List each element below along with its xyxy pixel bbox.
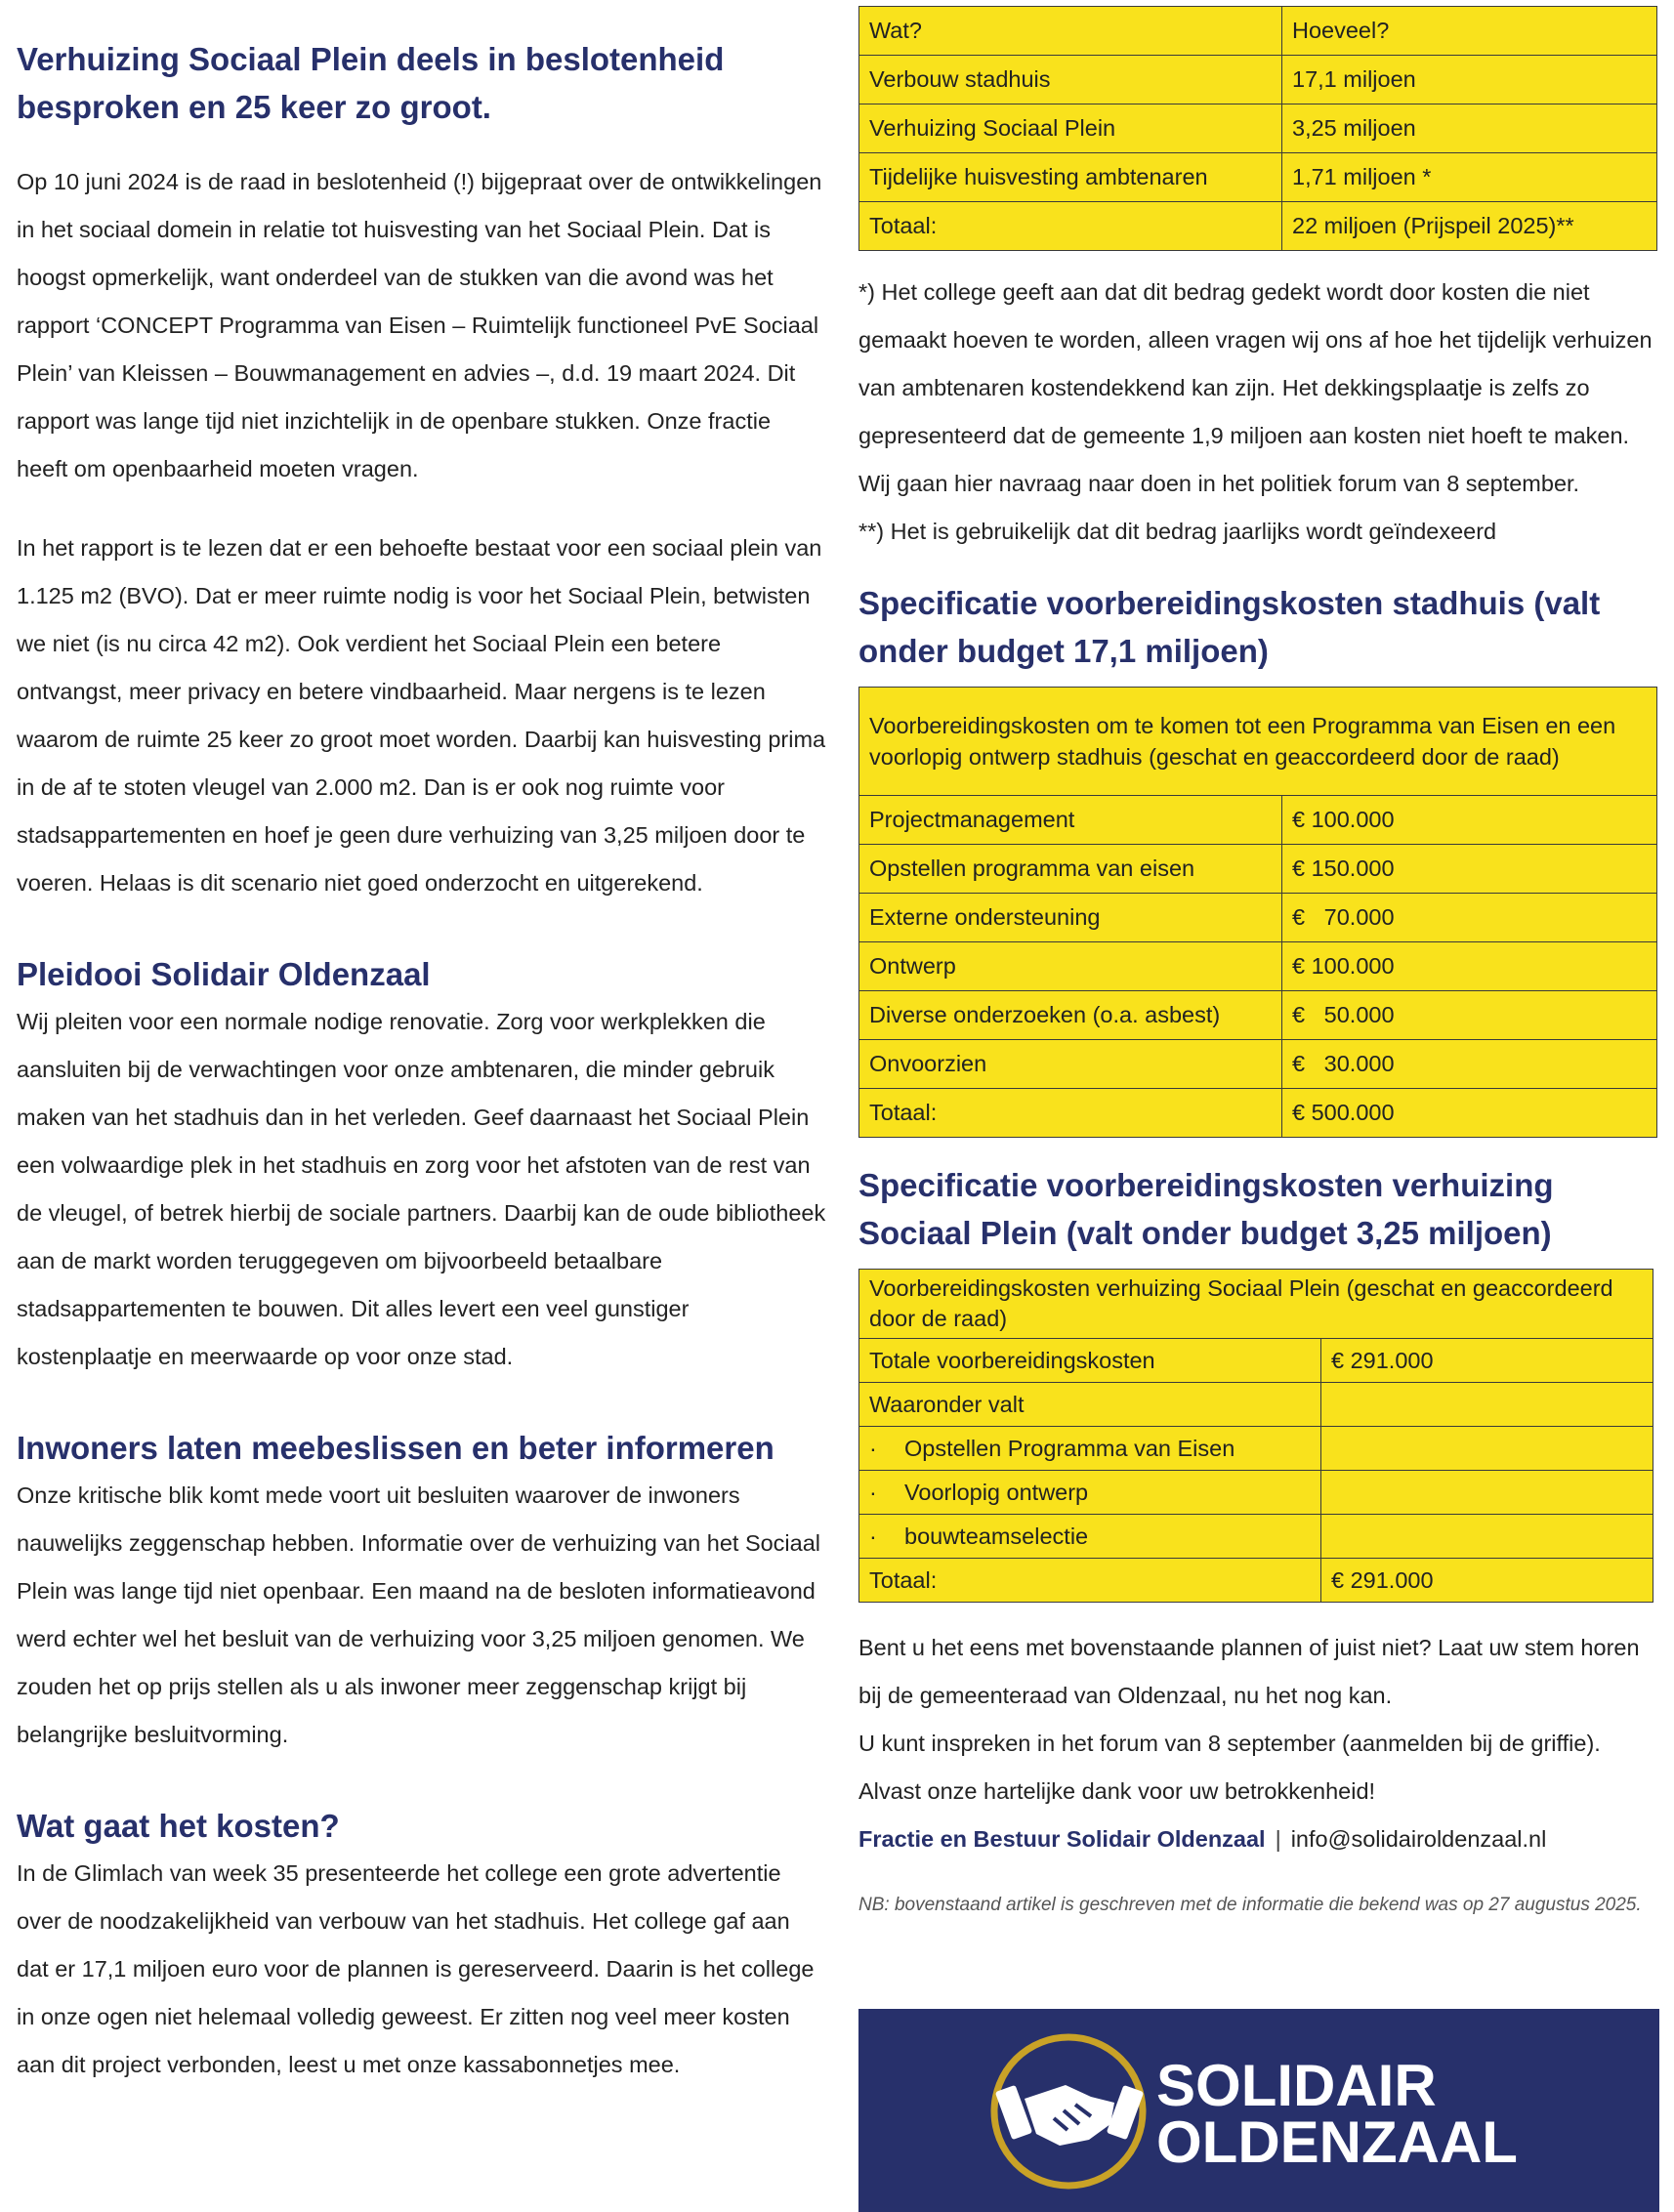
table-row — [859, 1339, 1653, 1383]
table-row — [859, 1559, 1653, 1603]
table-row — [859, 991, 1657, 1040]
table-cell: 1,71 miljoen * — [1282, 153, 1657, 202]
cost-overview-table — [858, 6, 1657, 251]
table-cell: Waaronder valt — [859, 1383, 1321, 1427]
logo-line-1: SOLIDAIR — [1156, 2053, 1437, 2118]
table-cell: Ontwerp — [859, 942, 1282, 991]
table-cell: € 50.000 — [1282, 991, 1657, 1040]
signature-line — [858, 1816, 1657, 1863]
table-cell: 17,1 miljoen — [1282, 56, 1657, 104]
list-item: · Opstellen Programma van Eisen — [859, 1427, 1321, 1471]
table-cell: € 100.000 — [1282, 796, 1657, 845]
table-cell: € 291.000 — [1321, 1559, 1653, 1603]
table-row — [859, 796, 1657, 845]
table-cell — [1321, 1471, 1653, 1515]
spec1-heading: Specificatie voorbereidingskosten stadhuis (valt onder budget 17,1 miljoen) — [858, 585, 1601, 669]
solidair-logo-banner — [858, 2009, 1659, 2212]
table-cell: € 70.000 — [1282, 894, 1657, 942]
logo-line-2: OLDENZAAL — [1156, 2109, 1518, 2175]
table-cell: € 150.000 — [1282, 845, 1657, 894]
pleidooi-paragraph: Wij pleiten voor een normale nodige renovatie. Zorg voor werkplekken die aansluiten bij de verwachtingen voor onze ambtenaren, die minder gebruik maken van het stadhuis dan in het verleden. Geef daarnaast het Sociaal Plein een volwaardige plek in het stadhuis en zorg voor het afstoten van de rest van de vleugel, of betrek hierbij de sociale partners. Daarbij kan de oude bibliotheek aan de markt worden teruggegeven om bijvoorbeeld betaalbare stadsappartementen te bouwen. Dit alles levert een veel gunstiger kostenplaatje en meerwaarde op voor onze stad. — [17, 1009, 826, 1369]
table-row — [859, 104, 1657, 153]
table-row — [859, 202, 1657, 251]
list-item: · Voorlopig ontwerp — [859, 1471, 1321, 1515]
table-header-cell: Voorbereidingskosten verhuizing Sociaal Plein (geschat en geaccordeerd door de raad) — [859, 1270, 1653, 1339]
closing-question: Bent u het eens met bovenstaande plannen of juist niet? Laat uw stem horen bij de gemeenteraad van Oldenzaal, nu het nog kan. — [858, 1635, 1640, 1708]
table-row — [859, 1270, 1653, 1339]
spec-stadhuis-table — [858, 687, 1657, 1138]
table-header-cell: Voorbereidingskosten om te komen tot een Programma van Eisen en een voorlopig ontwerp stadhuis (geschat en geaccordeerd door de raad) — [859, 688, 1657, 796]
pleidooi-heading: Pleidooi Solidair Oldenzaal — [17, 956, 431, 992]
inwoners-heading: Inwoners laten meebeslissen en beter informeren — [17, 1430, 774, 1466]
contact-email[interactable]: info@solidairoldenzaal.nl — [1290, 1826, 1547, 1852]
table-header-cell: Wat? — [859, 7, 1282, 56]
footnote-1: *) Het college geeft aan dat dit bedrag gedekt wordt door kosten die niet gemaakt hoeven te worden, alleen vragen wij ons af hoe het tijdelijk verhuizen van ambtenaren kostendekkend kan zijn. Het dekkingsplaatje is zelfs zo gepresenteerd dat de gemeente 1,9 miljoen aan kosten niet hoeft te maken. Wij gaan hier navraag naar doen in het politiek forum van 8 september. — [858, 279, 1653, 496]
logo-text — [1156, 2053, 1518, 2175]
table-cell: € 100.000 — [1282, 942, 1657, 991]
table-row — [859, 153, 1657, 202]
kosten-paragraph: In de Glimlach van week 35 presenteerde het college een grote advertentie over de noodzakelijkheid van verbouw van het stadhuis. Het college gaf aan dat er 17,1 miljoen euro voor de plannen is gereserveerd. Daarin is het college in onze ogen niet helemaal volledig geweest. Er zitten nog veel meer kosten aan dit project verbonden, leest u met onze kassabonnetjes mee. — [17, 1860, 815, 2077]
table-row — [859, 1515, 1653, 1559]
table-row — [859, 1471, 1653, 1515]
table-cell: € 30.000 — [1282, 1040, 1657, 1089]
table-cell: Totaal: — [859, 1559, 1321, 1603]
table-row — [859, 1427, 1653, 1471]
table-cell: Verbouw stadhuis — [859, 56, 1282, 104]
list-item: · bouwteamselectie — [859, 1515, 1321, 1559]
signature-name: Fractie en Bestuur Solidair Oldenzaal — [858, 1826, 1266, 1852]
kosten-heading: Wat gaat het kosten? — [17, 1808, 340, 1844]
table-cell: Totale voorbereidingskosten — [859, 1339, 1321, 1383]
nb-note: NB: bovenstaand artikel is geschreven met de informatie die bekend was op 27 augustus 2025. — [858, 1895, 1642, 1915]
table-cell: Totaal: — [859, 1089, 1282, 1138]
footnote-2: **) Het is gebruikelijk dat dit bedrag jaarlijks wordt geïndexeerd — [858, 519, 1497, 544]
table-cell: € 500.000 — [1282, 1089, 1657, 1138]
table-row — [859, 1040, 1657, 1089]
table-cell: 22 miljoen (Prijspeil 2025)** — [1282, 202, 1657, 251]
table-row — [859, 1089, 1657, 1138]
table-cell — [1321, 1427, 1653, 1471]
closing-forum: U kunt inspreken in het forum van 8 september (aanmelden bij de griffie). — [858, 1731, 1601, 1756]
table-cell: 3,25 miljoen — [1282, 104, 1657, 153]
separator: | — [1275, 1826, 1281, 1852]
table-cell: Tijdelijke huisvesting ambtenaren — [859, 153, 1282, 202]
table-cell: Opstellen programma van eisen — [859, 845, 1282, 894]
inwoners-paragraph: Onze kritische blik komt mede voort uit besluiten waarover de inwoners nauwelijks zeggenschap hebben. Informatie over de verhuizing van het Sociaal Plein was lange tijd niet openbaar. Een maand na de besloten informatieavond werd echter wel het besluit van de verhuizing voor 3,25 miljoen genomen. We zouden het op prijs stellen als u als inwoner meer zeggenschap krijgt bij belangrijke besluitvorming. — [17, 1482, 821, 1747]
spec2-heading: Specificatie voorbereidingskosten verhuizing Sociaal Plein (valt onder budget 3,25 miljoen) — [858, 1167, 1554, 1251]
table-row — [859, 56, 1657, 104]
table-cell: Verhuizing Sociaal Plein — [859, 104, 1282, 153]
table-cell: Externe ondersteuning — [859, 894, 1282, 942]
left-column — [17, 35, 827, 2089]
report-paragraph: In het rapport is te lezen dat er een behoefte bestaat voor een sociaal plein van 1.125 m2 (BVO). Dat er meer ruimte nodig is voor het Sociaal Plein, betwisten we niet (is nu circa 42 m2). Ook verdient het Sociaal Plein een betere ontvangst, meer privacy en betere vindbaarheid. Maar nergens is te lezen waarom de ruimte 25 keer zo groot moet worden. Daarbij kan huisvesting prima in de af te stoten vleugel van 2.000 m2. Dan is er ook nog ruimte voor stadsappartementen en hoef je geen dure verhuizing van 3,25 miljoen door te voeren. Helaas is dit scenario niet goed onderzocht en uitgerekend. — [17, 535, 826, 896]
intro-paragraph: Op 10 juni 2024 is de raad in beslotenheid (!) bijgepraat over de ontwikkelingen in het sociaal domein in relatie tot huisvesting van het Sociaal Plein. Dat is hoogst opmerkelijk, want onderdeel van de stukken van die avond was het rapport ‘CONCEPT Programma van Eisen – Ruimtelijk functioneel PvE Sociaal Plein’ van Kleissen – Bouwmanagement en advies –, d.d. 19 maart 2024. Dit rapport was lange tijd niet inzichtelijk in de openbare stukken. Onze fractie heeft om openbaarheid moeten vragen. — [17, 169, 822, 481]
table-row — [859, 845, 1657, 894]
table-cell: Diverse onderzoeken (o.a. asbest) — [859, 991, 1282, 1040]
closing-thanks: Alvast onze hartelijke dank voor uw betrokkenheid! — [858, 1778, 1376, 1804]
table-cell: Onvoorzien — [859, 1040, 1282, 1089]
right-column — [858, 6, 1657, 1920]
table-cell — [1321, 1515, 1653, 1559]
table-row — [859, 942, 1657, 991]
table-row — [859, 1383, 1653, 1427]
table-row — [859, 7, 1657, 56]
spec-sociaal-plein-table — [858, 1269, 1653, 1603]
article-title: Verhuizing Sociaal Plein deels in beslotenheid besproken en 25 keer zo groot. — [17, 41, 725, 125]
table-header-cell: Hoeveel? — [1282, 7, 1657, 56]
table-row — [859, 688, 1657, 796]
table-cell: € 291.000 — [1321, 1339, 1653, 1383]
table-row — [859, 894, 1657, 942]
table-cell: Projectmanagement — [859, 796, 1282, 845]
table-cell — [1321, 1383, 1653, 1427]
table-cell: Totaal: — [859, 202, 1282, 251]
